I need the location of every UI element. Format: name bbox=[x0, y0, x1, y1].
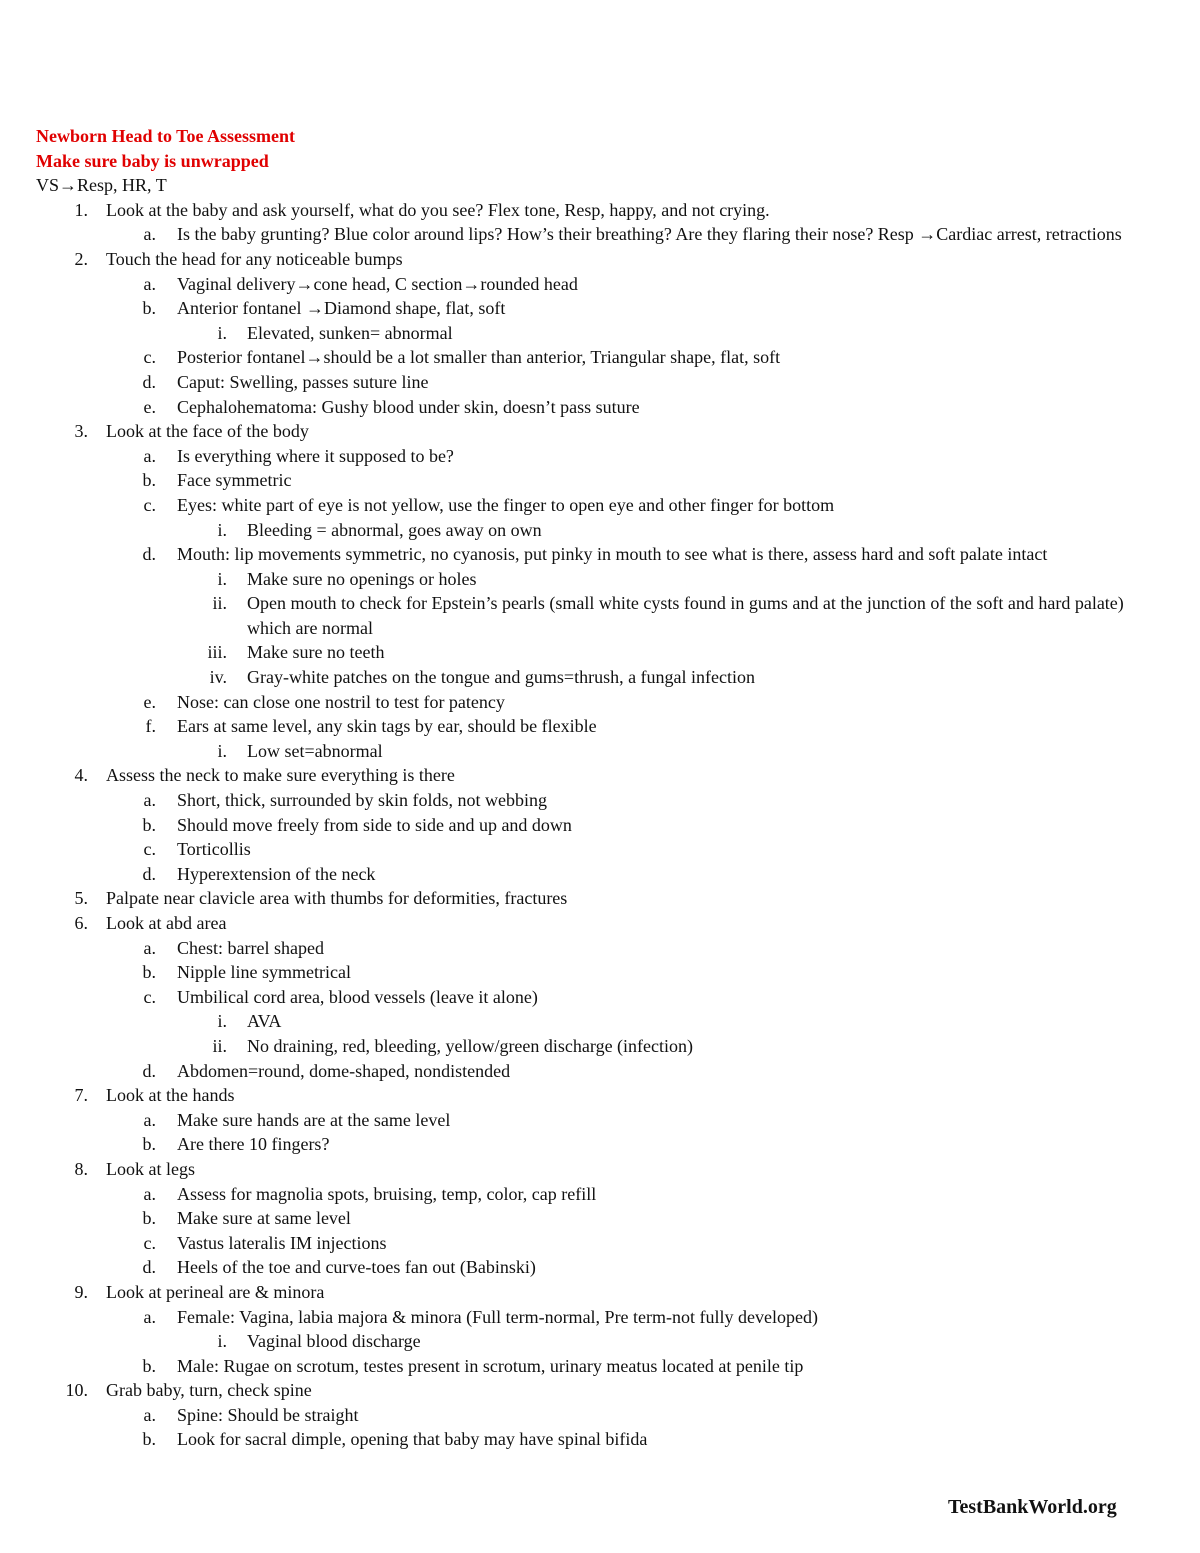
sub-list-item bbox=[36, 1108, 1166, 1133]
list-marker: a. bbox=[143, 273, 156, 294]
list-item bbox=[36, 419, 1166, 444]
list-item-text: Umbilical cord area, blood vessels (leave it alone) bbox=[177, 986, 538, 1007]
list-item-text: Female: Vagina, labia majora & minora (Full term-normal, Pre term-not fully developed) bbox=[177, 1306, 818, 1327]
list-marker: ii. bbox=[212, 593, 227, 614]
list-item-text: Male: Rugae on scrotum, testes present in scrotum, urinary meatus located at penile tip bbox=[177, 1355, 804, 1376]
sub-list-item bbox=[36, 542, 1166, 567]
sub-list-item bbox=[36, 1132, 1166, 1157]
list-item-text: Look at the hands bbox=[106, 1085, 235, 1106]
list-item bbox=[36, 886, 1166, 911]
sub-list-item bbox=[36, 222, 1166, 247]
list-marker: b. bbox=[142, 1208, 156, 1229]
sub-sub-list-item bbox=[36, 1329, 1166, 1354]
list-marker: b. bbox=[142, 814, 156, 835]
list-marker: 2. bbox=[74, 248, 88, 269]
list-item bbox=[36, 1378, 1166, 1403]
sub-list-item bbox=[36, 272, 1166, 297]
document-body bbox=[36, 124, 1166, 1452]
list-item-text: Eyes: white part of eye is not yellow, use the finger to open eye and other finger for bottom bbox=[177, 494, 835, 515]
list-marker: 8. bbox=[74, 1158, 88, 1179]
list-item-text: Hyperextension of the neck bbox=[177, 863, 376, 884]
list-item bbox=[36, 911, 1166, 936]
list-marker: a. bbox=[143, 1306, 156, 1327]
sub-sub-list-item bbox=[36, 665, 1166, 690]
document-subtitle: Make sure baby is unwrapped bbox=[36, 150, 269, 171]
list-marker: a. bbox=[143, 1404, 156, 1425]
list-marker: 10. bbox=[65, 1380, 88, 1401]
sub-sub-list-item bbox=[36, 1034, 1166, 1059]
list-item-text: No draining, red, bleeding, yellow/green discharge (infection) bbox=[247, 1035, 694, 1056]
list-marker: a. bbox=[143, 790, 156, 811]
sub-list-item bbox=[36, 936, 1166, 961]
list-item-text: Abdomen=round, dome-shaped, nondistended bbox=[177, 1060, 511, 1081]
sub-list-item bbox=[36, 296, 1166, 321]
list-item bbox=[36, 1083, 1166, 1108]
list-item-text: Nipple line symmetrical bbox=[177, 962, 351, 983]
list-marker: 1. bbox=[74, 199, 88, 220]
list-item bbox=[36, 247, 1166, 272]
list-marker: f. bbox=[145, 716, 156, 737]
sub-list-item bbox=[36, 1059, 1166, 1084]
list-marker: b. bbox=[142, 1429, 156, 1450]
list-item-text: Short, thick, surrounded by skin folds, not webbing bbox=[177, 790, 547, 811]
list-item-text: Vastus lateralis IM injections bbox=[177, 1232, 387, 1253]
list-item-text: Look at the face of the body bbox=[106, 421, 309, 442]
list-marker: 7. bbox=[74, 1085, 88, 1106]
list-item-text: Posterior fontanel→should be a lot smaller than anterior, Triangular shape, flat, soft bbox=[177, 347, 781, 368]
sub-list-item bbox=[36, 1354, 1166, 1379]
list-item-text: Cephalohematoma: Gushy blood under skin, doesn’t pass suture bbox=[177, 396, 640, 417]
list-item-text: Make sure no openings or holes bbox=[247, 568, 477, 589]
list-marker: c. bbox=[143, 494, 156, 515]
list-item-text: Open mouth to check for Epstein’s pearls (small white cysts found in gums and at the junction of the soft and hard palate) which are normal bbox=[247, 593, 1124, 638]
list-item-text: Anterior fontanel →Diamond shape, flat, soft bbox=[177, 298, 506, 319]
list-item-text: AVA bbox=[247, 1011, 282, 1032]
list-item-text: Look at abd area bbox=[106, 913, 227, 933]
vital-signs-line: VS→Resp, HR, T bbox=[36, 175, 167, 196]
list-item-text: Look for sacral dimple, opening that baby may have spinal bifida bbox=[177, 1429, 648, 1450]
sub-list-item bbox=[36, 1206, 1166, 1231]
list-marker: d. bbox=[142, 544, 156, 565]
list-item-text: Should move freely from side to side and up and down bbox=[177, 814, 572, 835]
sub-list-item bbox=[36, 370, 1166, 395]
sub-list-item bbox=[36, 1255, 1166, 1280]
sub-list-item bbox=[36, 837, 1166, 862]
list-item-text: Make sure no teeth bbox=[247, 642, 385, 663]
list-marker: e. bbox=[143, 691, 156, 712]
sub-list-item bbox=[36, 788, 1166, 813]
list-marker: i. bbox=[217, 519, 227, 540]
list-marker: 5. bbox=[74, 888, 88, 909]
sub-list-item bbox=[36, 690, 1166, 715]
sub-sub-list-item bbox=[36, 1009, 1166, 1034]
sub-list-item bbox=[36, 862, 1166, 887]
list-marker: b. bbox=[142, 1134, 156, 1155]
list-marker: e. bbox=[143, 396, 156, 417]
list-item-text: Elevated, sunken= abnormal bbox=[247, 322, 453, 343]
assessment-list bbox=[36, 198, 1166, 1452]
watermark: TestBankWorld.org bbox=[948, 1496, 1117, 1518]
list-item bbox=[36, 1280, 1166, 1305]
sub-sub-list-item bbox=[36, 518, 1166, 543]
list-marker: d. bbox=[142, 1257, 156, 1278]
list-item-text: Palpate near clavicle area with thumbs for deformities, fractures bbox=[106, 888, 568, 909]
list-item-text: Assess for magnolia spots, bruising, temp, color, cap refill bbox=[177, 1183, 597, 1204]
list-marker: b. bbox=[142, 298, 156, 319]
list-item-text: Gray-white patches on the tongue and gums=thrush, a fungal infection bbox=[247, 667, 756, 688]
list-marker: c. bbox=[143, 347, 156, 368]
list-marker: 9. bbox=[74, 1281, 88, 1302]
sub-list-item bbox=[36, 444, 1166, 469]
list-item-text: Make sure hands are at the same level bbox=[177, 1109, 451, 1130]
list-item-text: Nose: can close one nostril to test for patency bbox=[177, 691, 505, 712]
list-marker: d. bbox=[142, 371, 156, 392]
sub-list-item bbox=[36, 345, 1166, 370]
list-marker: 4. bbox=[74, 765, 88, 786]
list-item-text: Look at the baby and ask yourself, what do you see? Flex tone, Resp, happy, and not crying. bbox=[106, 199, 770, 220]
list-marker: b. bbox=[142, 1355, 156, 1376]
list-item-text: Caput: Swelling, passes suture line bbox=[177, 371, 429, 392]
list-item bbox=[36, 198, 1166, 223]
sub-list-item bbox=[36, 1403, 1166, 1428]
list-item-text: Bleeding = abnormal, goes away on own bbox=[247, 519, 542, 540]
list-marker: 3. bbox=[74, 421, 88, 442]
list-item bbox=[36, 1157, 1166, 1182]
list-item-text: Ears at same level, any skin tags by ear, should be flexible bbox=[177, 716, 597, 737]
list-marker: a. bbox=[143, 1183, 156, 1204]
list-item-text: Grab baby, turn, check spine bbox=[106, 1380, 312, 1401]
list-marker: c. bbox=[143, 1232, 156, 1253]
list-item-text: Vaginal blood discharge bbox=[247, 1331, 421, 1352]
list-marker: i. bbox=[217, 1011, 227, 1032]
sub-list-item bbox=[36, 1182, 1166, 1207]
sub-list-item bbox=[36, 1305, 1166, 1330]
list-marker: i. bbox=[217, 568, 227, 589]
list-marker: a. bbox=[143, 445, 156, 466]
list-item-text: Mouth: lip movements symmetric, no cyanosis, put pinky in mouth to see what is there, assess hard and soft palate intact bbox=[177, 544, 1048, 565]
list-marker: a. bbox=[143, 1109, 156, 1130]
list-marker: c. bbox=[143, 839, 156, 860]
sub-list-item bbox=[36, 493, 1166, 518]
list-item-text: Face symmetric bbox=[177, 470, 292, 491]
sub-sub-list-item bbox=[36, 321, 1166, 346]
sub-list-item bbox=[36, 1231, 1166, 1256]
sub-sub-list-item bbox=[36, 739, 1166, 764]
sub-list-item bbox=[36, 1427, 1166, 1452]
list-marker: i. bbox=[217, 322, 227, 343]
list-marker: d. bbox=[142, 863, 156, 884]
list-item-text: Touch the head for any noticeable bumps bbox=[106, 248, 403, 269]
sub-sub-list-item bbox=[36, 591, 1166, 640]
sub-sub-list-item bbox=[36, 567, 1166, 592]
list-item-text: Low set=abnormal bbox=[247, 740, 383, 761]
list-item bbox=[36, 763, 1166, 788]
document-title: Newborn Head to Toe Assessment bbox=[36, 126, 296, 146]
sub-list-item bbox=[36, 960, 1166, 985]
list-marker: b. bbox=[142, 470, 156, 491]
list-marker: iii. bbox=[207, 642, 227, 663]
sub-list-item bbox=[36, 468, 1166, 493]
list-item-text: Chest: barrel shaped bbox=[177, 937, 324, 958]
list-item-text: Heels of the toe and curve-toes fan out (Babinski) bbox=[177, 1257, 536, 1278]
list-marker: a. bbox=[143, 937, 156, 958]
list-item-text: Make sure at same level bbox=[177, 1208, 351, 1229]
list-item-text: Is the baby grunting? Blue color around lips? How’s their breathing? Are they flaring their nose? Resp →Cardiac arrest, retractions bbox=[177, 224, 1122, 245]
sub-sub-list-item bbox=[36, 640, 1166, 665]
list-marker: ii. bbox=[212, 1035, 227, 1056]
list-marker: a. bbox=[143, 224, 156, 245]
sub-list-item bbox=[36, 395, 1166, 420]
list-item-text: Is everything where it supposed to be? bbox=[177, 445, 454, 466]
list-item-text: Are there 10 fingers? bbox=[177, 1134, 330, 1155]
sub-list-item bbox=[36, 714, 1166, 739]
list-marker: b. bbox=[142, 962, 156, 983]
list-marker: d. bbox=[142, 1060, 156, 1081]
sub-list-item bbox=[36, 985, 1166, 1010]
list-marker: i. bbox=[217, 1331, 227, 1352]
list-item-text: Look at legs bbox=[106, 1158, 195, 1179]
list-item-text: Assess the neck to make sure everything is there bbox=[106, 765, 455, 786]
list-marker: c. bbox=[143, 986, 156, 1007]
list-item-text: Look at perineal are & minora bbox=[106, 1281, 325, 1302]
list-marker: iv. bbox=[209, 667, 227, 688]
sub-list-item bbox=[36, 813, 1166, 838]
list-item-text: Spine: Should be straight bbox=[177, 1404, 359, 1425]
list-item-text: Torticollis bbox=[177, 839, 251, 860]
list-item-text: Vaginal delivery→cone head, C section→rounded head bbox=[177, 273, 578, 294]
list-marker: 6. bbox=[74, 913, 88, 933]
list-marker: i. bbox=[217, 740, 227, 761]
